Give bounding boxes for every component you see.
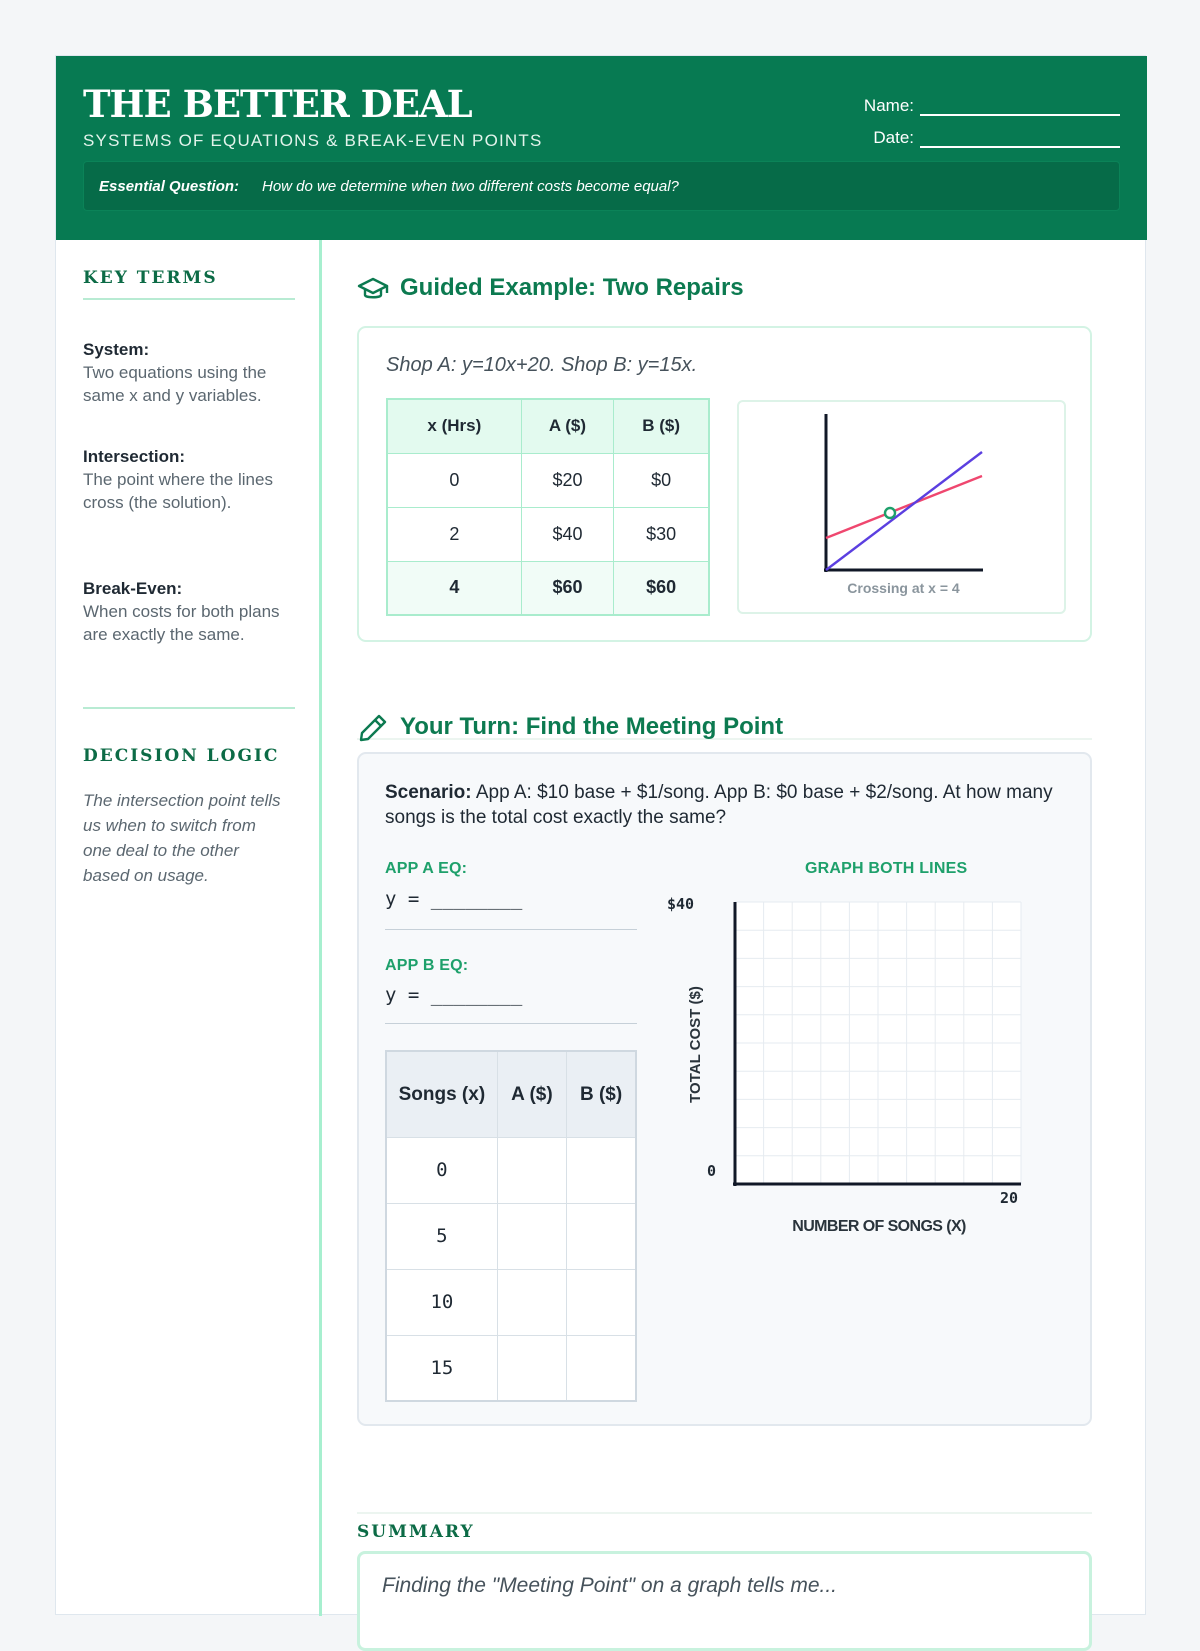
answer-cell[interactable] [567,1203,636,1269]
table-row-highlighted [387,561,709,615]
answer-cell[interactable] [567,1137,636,1203]
answer-cell[interactable] [567,1269,636,1335]
your-turn-title: Your Turn: Find the Meeting Point [400,713,784,740]
column-header: x (Hrs) [387,399,521,453]
table-cell: 10 [386,1269,497,1335]
answer-cell[interactable] [497,1269,566,1335]
blank-graph [659,894,1079,1254]
app-b-eq-rule [385,1023,637,1024]
line-shop-a [826,476,982,538]
app-b-eq-field[interactable]: y = ________ [385,984,523,1006]
pencil-icon [357,712,389,744]
x-max-label: 20 [1000,1189,1019,1207]
name-row [860,84,1120,116]
column-header: A ($) [521,399,614,453]
table-cell: 5 [386,1203,497,1269]
sidebar [56,240,322,1616]
intersection-point [885,508,895,518]
table-cell: $40 [521,507,614,561]
page-title: THE BETTER DEAL [83,82,472,126]
sidebar-divider [83,707,295,709]
table-cell: 4 [387,561,521,615]
grid-lines [735,902,1021,1184]
guided-graph-plot [739,402,1068,582]
table-row [386,1269,636,1335]
term-system [83,338,298,407]
answer-cell[interactable] [497,1203,566,1269]
table-cell: $60 [614,561,709,615]
date-row [860,116,1120,148]
app-b-eq-label: APP B EQ: [385,957,469,974]
date-field[interactable] [920,130,1120,148]
answer-cell[interactable] [497,1335,566,1401]
scenario-label: Scenario: [385,782,472,803]
table-cell: $0 [614,453,709,507]
column-header: B ($) [567,1051,636,1137]
key-terms-rule [83,298,295,300]
term-break-even [83,577,298,646]
term-name: System: [83,340,150,359]
student-info [860,84,1120,148]
date-label: Date: [873,128,914,147]
line-shop-b [826,452,982,570]
term-definition: When costs for both plans are exactly the same. [83,602,280,644]
table-header-row [386,1051,636,1137]
guided-table [386,398,710,616]
y-max-label: $40 [667,895,695,913]
table-row [386,1203,636,1269]
table-header-row [387,399,709,453]
table-row [387,507,709,561]
decision-logic-text: The intersection point tells us when to switch from one deal to the other based on usage. [83,791,281,885]
column-header: B ($) [614,399,709,453]
table-cell: 0 [387,453,521,507]
x-axis-title: NUMBER OF SONGS (X) [792,1218,966,1235]
table-cell: $20 [521,453,614,507]
table-cell: 15 [386,1335,497,1401]
app-a-eq-label: APP A EQ: [385,860,468,877]
essential-question-label: Essential Question: [99,178,240,195]
table-cell: $60 [521,561,614,615]
essential-question-text: How do we determine when two different costs become equal? [262,178,679,195]
column-header: A ($) [497,1051,566,1137]
guided-graph [737,400,1066,614]
scenario [385,780,1075,830]
app-a-eq-field[interactable]: y = ________ [385,888,523,910]
term-intersection [83,445,298,514]
table-row [386,1137,636,1203]
y-axis-title: TOTAL COST ($) [686,986,704,1103]
worksheet [55,55,1146,1615]
answer-cell[interactable] [567,1335,636,1401]
term-definition: The point where the lines cross (the solution). [83,470,273,512]
table-cell: 2 [387,507,521,561]
answer-cell[interactable] [497,1137,566,1203]
main-content [322,240,1147,1616]
scenario-text: App A: $10 base + $1/song. App B: $0 base + $2/song. At how many songs is the total cost exactly the same? [385,782,1053,828]
summary-box[interactable] [357,1551,1092,1651]
graph-caption: Crossing at x = 4 [847,580,960,596]
guided-example-title: Guided Example: Two Repairs [400,274,744,301]
y-min-label: 0 [707,1162,717,1180]
decision-logic-heading: DECISION LOGIC [83,746,280,766]
summary-heading: SUMMARY [357,1522,475,1542]
name-field[interactable] [920,98,1120,116]
column-header: Songs (x) [386,1051,497,1137]
guided-problem: Shop A: y=10x+20. Shop B: y=15x. [386,354,698,376]
table-row [387,453,709,507]
term-definition: Two equations using the same x and y variables. [83,363,267,405]
section-divider [357,1512,1092,1514]
graph-heading: GRAPH BOTH LINES [805,860,968,877]
table-cell: $30 [614,507,709,561]
header [56,56,1147,240]
name-label: Name: [863,96,914,115]
graduation-cap-icon [357,276,389,302]
summary-prompt: Finding the "Meeting Point" on a graph tells me... [382,1574,837,1597]
your-turn-table [385,1050,637,1402]
table-cell: 0 [386,1137,497,1203]
blank-graph-plot[interactable] [659,894,1079,1194]
your-turn-card [357,752,1092,1426]
guided-example-card [357,326,1092,642]
key-terms-heading: KEY TERMS [83,268,218,288]
term-name: Intersection: [83,447,186,466]
app-a-eq-rule [385,929,637,930]
term-name: Break-Even: [83,579,183,598]
page-subtitle: SYSTEMS OF EQUATIONS & BREAK-EVEN POINTS [83,131,543,150]
essential-question [83,161,1120,211]
table-row [386,1335,636,1401]
